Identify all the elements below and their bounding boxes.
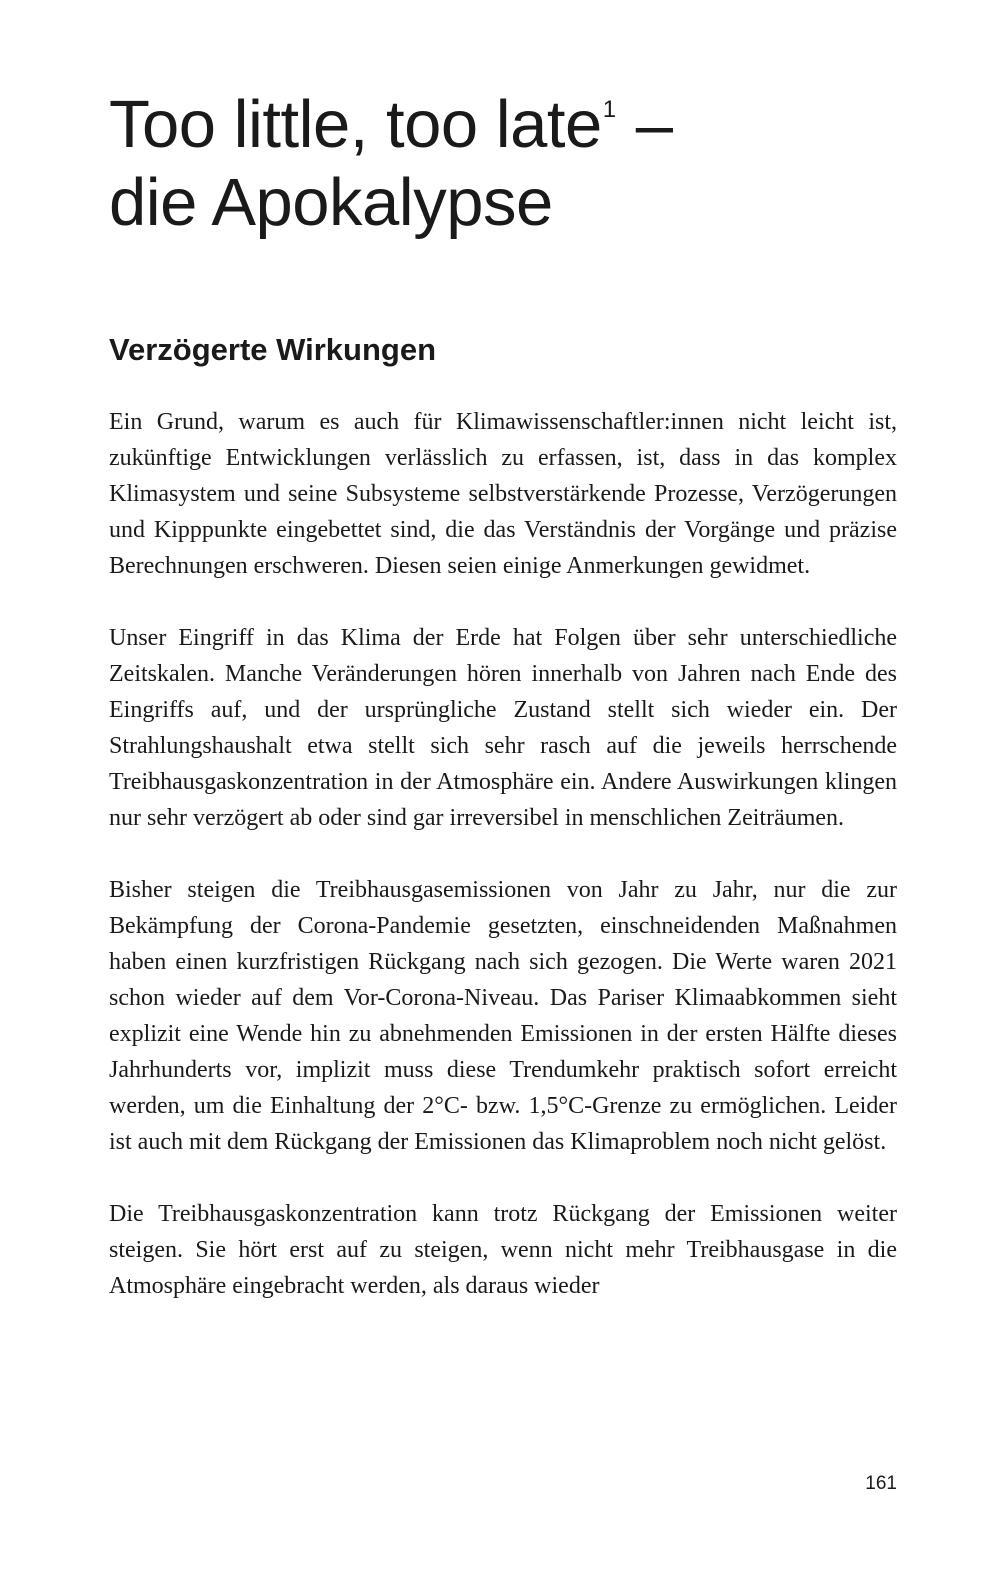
chapter-title xyxy=(109,86,897,242)
paragraph-4: Die Treibhausgaskonzentration kann trotz Rückgang der Emissionen weiter steigen. Sie hört erst auf zu steigen, wenn nicht mehr Treibhausgase in die Atmosphäre eingebracht werden, als daraus wieder xyxy=(109,1201,897,1299)
chapter-title-line-1: Too little, too late xyxy=(109,87,602,162)
paragraph-1: Ein Grund, warum es auch für Klimawissenschaftler:innen nicht leicht ist, zukünftige Entwicklungen verlässlich zu erfassen, ist, dass in das komplex Klimasystem und seine Subsysteme selbstverstärkende Prozesse, Verzögerungen und Kipppunkte eingebettet sind, die das Verständnis der Vorgänge und präzise Berechnungen erschweren. Diesen seien einige Anmerkungen gewidmet. xyxy=(109,409,897,579)
paragraph-3: Bisher steigen die Treibhausgasemissionen von Jahr zu Jahr, nur die zur Bekämpfung der Corona-Pandemie gesetzten, einschneidenden Maßnahmen haben einen kurzfristigen Rückgang nach sich gezogen. Die Werte waren 2021 schon wieder auf dem Vor-Corona-Niveau. Das Pariser Klimaabkommen sieht explizit eine Wende hin zu abnehmenden Emissionen in der ersten Hälfte dieses Jahrhunderts vor, implizit muss diese Trendumkehr praktisch sofort erreicht werden, um die Einhaltung der 2°C- bzw. 1,5°C-Grenze zu ermöglichen. Leider ist auch mit dem Rückgang der Emissionen das Klimaproblem noch nicht gelöst. xyxy=(109,877,897,1155)
body-text xyxy=(109,404,897,1340)
book-page xyxy=(109,0,897,1593)
page-number: 161 xyxy=(865,1473,897,1494)
section-title: Verzögerte Wirkungen xyxy=(109,332,437,367)
paragraph-2: Unser Eingriff in das Klima der Erde hat Folgen über sehr unterschiedliche Zeitskalen. Manche Veränderungen hören innerhalb von Jahren nach Ende des Eingriffs auf, und der ursprüngliche Zustand stellt sich wieder ein. Der Strahlungshaushalt etwa stellt sich sehr rasch auf die jeweils herrschende Treibhausgaskonzentration in der Atmosphäre ein. Andere Auswirkungen klingen nur sehr verzögert ab oder sind gar irreversibel in menschlichen Zeiträumen. xyxy=(109,625,897,831)
title-dash: – xyxy=(617,87,673,162)
footnote-marker[interactable]: 1 xyxy=(602,96,616,123)
chapter-title-line-2: die Apokalypse xyxy=(109,165,553,240)
